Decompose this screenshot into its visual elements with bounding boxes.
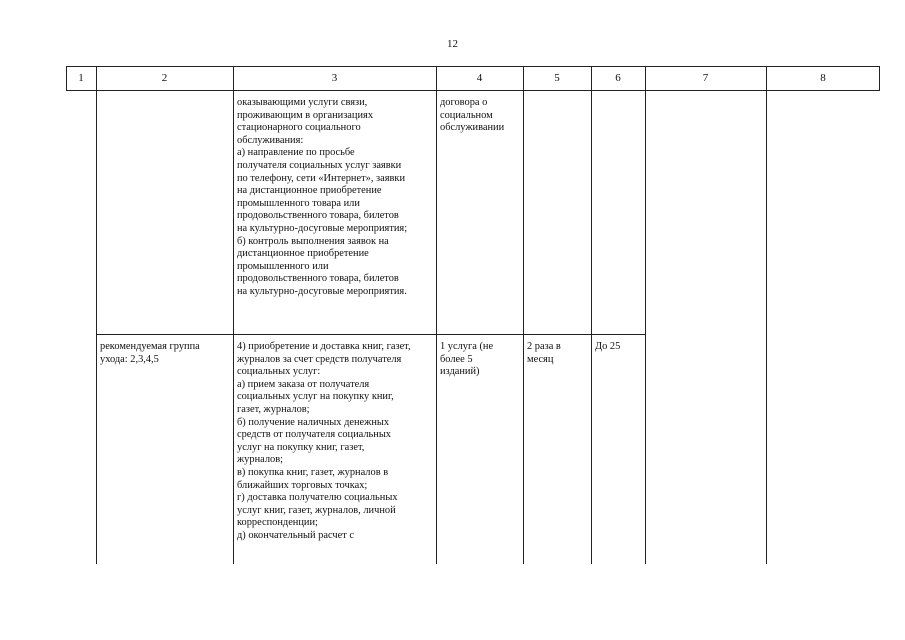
page-number: 12 <box>447 38 458 50</box>
column-border <box>233 66 234 564</box>
header-cell-3: 3 <box>331 72 338 84</box>
header-bottom-border <box>66 90 880 91</box>
header-cell-1: 1 <box>78 72 84 84</box>
column-border <box>96 66 97 564</box>
row2-duration: До 25 <box>595 341 621 352</box>
column-border <box>766 66 767 564</box>
column-border <box>523 66 524 564</box>
row2-care-group: рекомендуемая группа ухода: 2,3,4,5 <box>100 341 200 365</box>
header-cell-6: 6 <box>615 72 621 84</box>
row1-service-description: оказывающими услуги связи, проживающим в организациях стационарного социального обслуживания: а) направление по просьбе получателя социальных услуг заявки по телефону, сети «Интернет», заявки на дистанционное приобретение промышленного товара или продовольственного товара, билетов на культурно-досуговые мероприятия; б) контроль выполнения заявок на дистанционное приобретение промышленного или продовольственного товара, билетов на культурно-досуговые мероприятия. <box>237 97 408 297</box>
row2-frequency: 2 раза в месяц <box>527 341 561 365</box>
row2-volume: 1 услуга (не более 5 изданий) <box>440 341 494 378</box>
services-table <box>66 66 880 564</box>
header-cell-2: 2 <box>161 72 168 84</box>
header-cell-8: 8 <box>820 72 826 84</box>
column-border <box>436 66 437 564</box>
column-border <box>645 66 646 564</box>
row-divider <box>96 334 646 335</box>
header-cell-5: 5 <box>554 72 560 84</box>
header-cell-7: 7 <box>702 72 709 84</box>
header-cell-4: 4 <box>476 72 483 84</box>
column-border <box>591 66 592 564</box>
row2-service-description: 4) приобретение и доставка книг, газет, журналов за счет средств получателя социальных услуг: а) прием заказа от получателя социальных услуг на покупку книг, газет, журналов; б) получение наличных денежных средств от получателя социальных услуг на покупку книг, газет, журналов; в) покупка книг, газет, журналов в ближайших торговых точках; г) доставка получателю социальных услуг книг, газет, журналов, личной корреспонденции; д) окончательный расчет с <box>237 341 411 541</box>
row1-provision-term: договора о социальном обслуживании <box>440 97 505 134</box>
